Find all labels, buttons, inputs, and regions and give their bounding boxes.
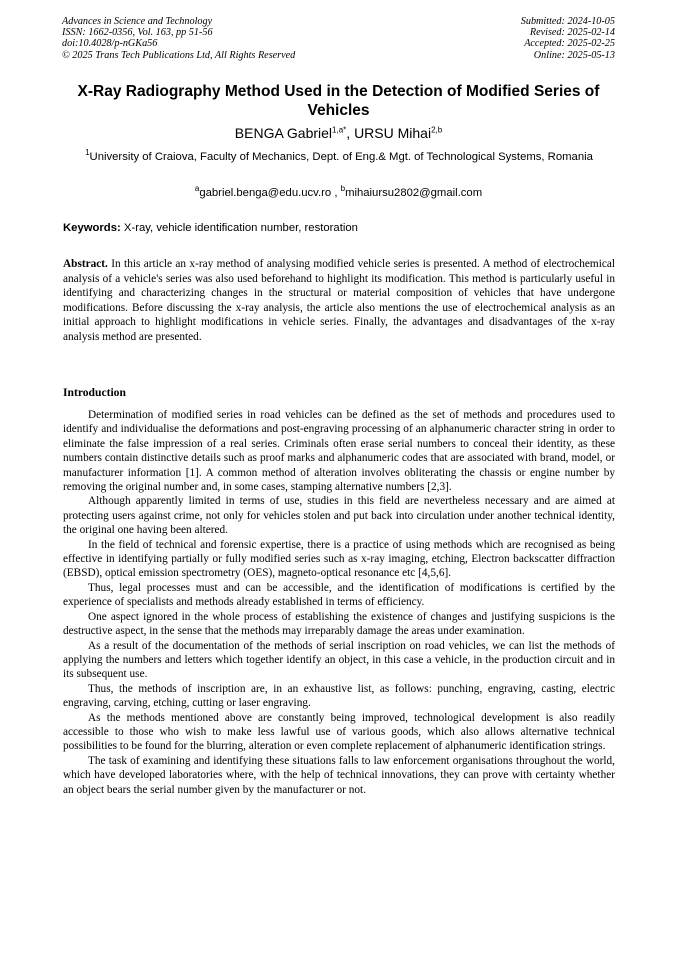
introduction-heading: Introduction <box>63 386 126 399</box>
author-1: BENGA Gabriel <box>234 125 333 141</box>
author-2-affil: 2,b <box>431 125 443 135</box>
author-2: URSU Mihai <box>354 125 432 141</box>
journal-copyright: © 2025 Trans Tech Publications Ltd, All Rights Reserved <box>62 49 296 61</box>
keywords-text: X-ray, vehicle identification number, restoration <box>120 222 358 234</box>
intro-paragraph: As the methods mentioned above are constantly being improved, technological development is also readily accessible to those who wish to make less lawful use of various goods, which also allows alternative technical possibilities to be found for the blurring, alteration or even complete replacement of alphanumeric identification strings. <box>63 711 615 753</box>
intro-paragraph: Thus, legal processes must and can be accessible, and the identification of modifications is certified by the experience of specialists and methods already established in terms of efficiency. <box>63 581 615 609</box>
intro-paragraph: One aspect ignored in the whole process of establishing the existence of changes and justifying suspicions is the destructive aspect, in the sense that the methods may irreparably damage the areas under examination. <box>63 610 615 638</box>
abstract-label: Abstract. <box>63 258 108 270</box>
affiliation-marker: 1 <box>85 148 90 158</box>
keywords-label: Keywords: <box>63 222 121 234</box>
email-a[interactable]: gabriel.benga@edu.ucv.ro <box>199 187 332 199</box>
email-b[interactable]: mihaiursu2802@gmail.com <box>345 187 483 199</box>
email-separator: , <box>331 187 341 199</box>
author-separator: , <box>346 125 355 141</box>
abstract <box>63 257 615 344</box>
email-b-marker: b <box>340 184 346 194</box>
date-submitted: Submitted: 2024-10-05 <box>520 16 615 27</box>
intro-paragraph: In the field of technical and forensic expertise, there is a practice of using methods which are recognised as being effective in identifying partially or fully modified series such as x-ray imaging, etching, Electron backscatter diffraction (EBSD), optical emission spectrometry (OES), magneto-optical resonance etc [4,5,6]. <box>63 538 615 580</box>
publication-dates <box>521 16 615 61</box>
intro-paragraph: As a result of the documentation of the methods of serial inscription on road vehicles, we can list the methods of applying the numbers and letters which together identify an object, in this case a vehicle, in the production circuit and in its subsequent use. <box>63 639 615 681</box>
abstract-text: In this article an x-ray method of analysing modified vehicle series is presented. A method of electrochemical analysis of a vehicle's series was also used beforehand to highlight its modification. This method is particularly useful in identifying and characterizing changes in the structural or material composition of vehicles that have undergone modifications. Before discussing the x-ray analysis, the article also mentions the use of electrochemical analysis as an initial approach to highlight modifications in vehicle series. Finally, the advantages and disadvantages of the x-ray analysis method are presented. <box>63 258 615 343</box>
affiliation <box>80 150 598 166</box>
intro-paragraph: Although apparently limited in terms of use, studies in this field are nevertheless necessary and are aimed at protecting users against crime, not only for vehicles stolen and put back into circulation under another technical identity, the original one having been altered. <box>63 495 615 537</box>
intro-paragraph: Thus, the methods of inscription are, in an exhaustive list, as follows: punching, engraving, casting, electric engraving, carving, etching, cutting or laser engraving. <box>63 682 615 710</box>
keywords <box>63 221 616 235</box>
journal-info <box>62 16 295 61</box>
journal-doi: doi:10.4028/p-nGKa56 <box>62 38 158 50</box>
author-1-affil: 1,a* <box>332 125 347 135</box>
affiliation-text: University of Craiova, Faculty of Mechanics, Dept. of Eng.& Mgt. of Technological Systems, Romania <box>89 151 593 163</box>
email-line <box>62 186 615 200</box>
date-accepted: Accepted: 2025-02-25 <box>524 38 615 50</box>
intro-paragraph: Determination of modified series in road vehicles can be defined as the set of methods and procedures used to identify and individualise the deformations and post-engraving processing of an alphanumeric character string in order to eliminate the false impression of a real series. Criminals often erase serial numbers to conceal their identity, as these numbers contain distinctive details such as proof marks and alphanumeric codes that are associated with brand, model, or manufacturer information [1]. A common method of alteration involves obliterating the chassis or engine number by removing the original number and, in some cases, stamping alternative numbers [2,3]. <box>63 409 615 494</box>
date-revised: Revised: 2025-02-14 <box>529 27 615 39</box>
intro-paragraph: The task of examining and identifying these situations falls to law enforcement organisations throughout the world, which have developed laboratories where, with the help of technical innovations, they can prove with certainty whether an object bears the serial number given by the manufacturer or not. <box>63 754 615 796</box>
author-line <box>62 125 615 142</box>
date-online: Online: 2025-05-13 <box>533 49 615 61</box>
email-a-marker: a <box>194 184 200 194</box>
journal-issn: ISSN: 1662-0356, Vol. 163, pp 51-56 <box>62 27 213 39</box>
paper-title: X-Ray Radiography Method Used in the Detection of Modified Series of Vehicles <box>77 83 600 119</box>
introduction-body <box>63 408 615 797</box>
journal-name: Advances in Science and Technology <box>62 16 213 27</box>
